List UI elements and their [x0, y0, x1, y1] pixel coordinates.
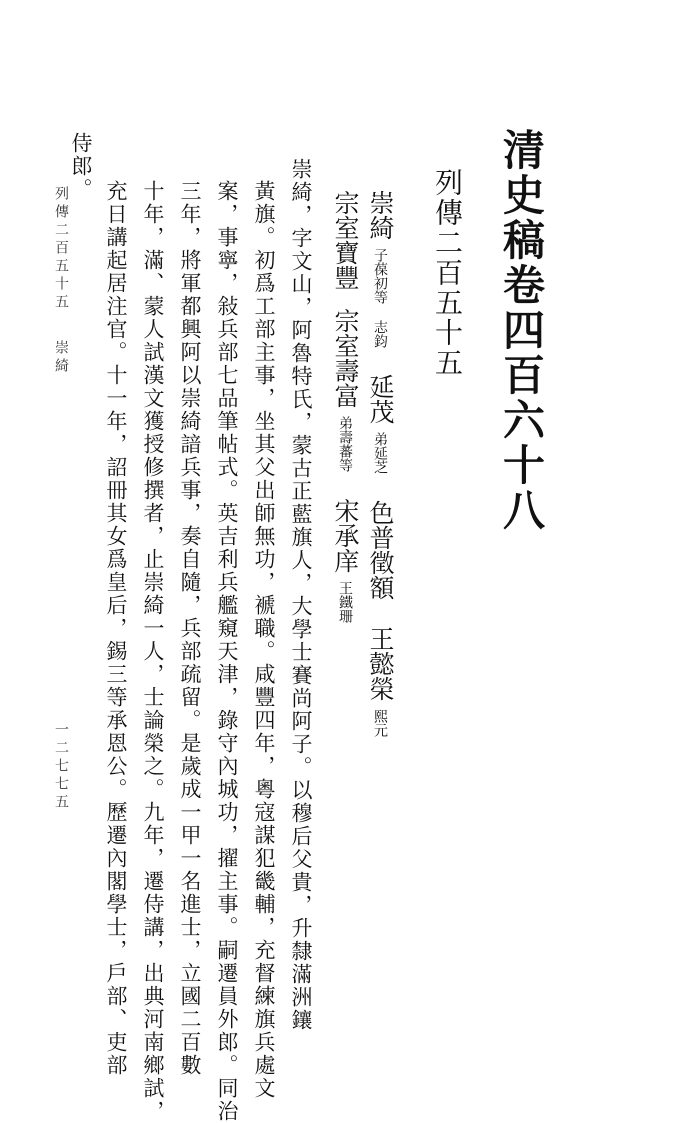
body-column: 侍郎。: [69, 132, 93, 201]
page-number: 一二七七五: [53, 722, 69, 812]
running-head: [54, 186, 68, 376]
toc-note: 弟延芝: [372, 432, 388, 474]
body-column: 崇綺，字文山，阿魯特氏，蒙古正藍旗人，大學士賽尚阿子。以穆后父貴，升隸滿洲鑲: [289, 158, 313, 1032]
toc-entry: 崇綺: [366, 190, 395, 240]
chapter-subtitle: 列傳二百五十五: [431, 168, 464, 378]
body-column: 案，事寧，敍兵部七品筆帖式。英吉利兵艦窺天津，錄守內城功，擢主事。嗣遷員外郎。同治: [215, 180, 239, 1123]
toc-entry: 延茂: [366, 374, 395, 424]
toc-entry: 宋承庠: [331, 498, 360, 573]
body-column: 黃旗。初爲工部主事，坐其父出師無功，褫職。咸豐四年，粵寇謀犯畿輔，充督練旗兵處文: [252, 180, 276, 1100]
toc-entry: 色普徵額: [366, 500, 395, 600]
toc-note: 熙元: [372, 709, 388, 737]
running-head-section: 列傳二百五十五: [53, 186, 69, 312]
toc-note: 弟壽蕃等: [337, 416, 353, 472]
toc-entry: 宗室寶豐: [331, 190, 360, 290]
body-column: 三年，將軍都興阿以崇綺諳兵事，奏自隨，兵部疏留。是歲成一甲一名進士，立國二百數: [178, 180, 202, 1077]
toc-note: 子葆初等 志鈞: [372, 248, 388, 348]
toc-entry: 王懿榮: [366, 626, 395, 701]
body-column: 十年，滿、蒙人試漢文獲授修撰者，止崇綺一人，士論榮之。九年，遷侍講，出典河南鄉試，: [141, 180, 165, 1123]
toc-row-2: [333, 190, 358, 623]
body-column: 充日講起居注官。十一年，詔冊其女爲皇后，錫三等承恩公。歷遷內閣學士，戶部、吏部: [104, 180, 128, 1077]
chapter-title: 清史稿卷四百六十八: [497, 128, 546, 533]
toc-note: 王鐵珊: [337, 581, 353, 623]
toc-row-1: [368, 190, 393, 737]
toc-entry: 宗室壽富: [331, 308, 360, 408]
running-head-name: 崇綺: [53, 340, 69, 376]
